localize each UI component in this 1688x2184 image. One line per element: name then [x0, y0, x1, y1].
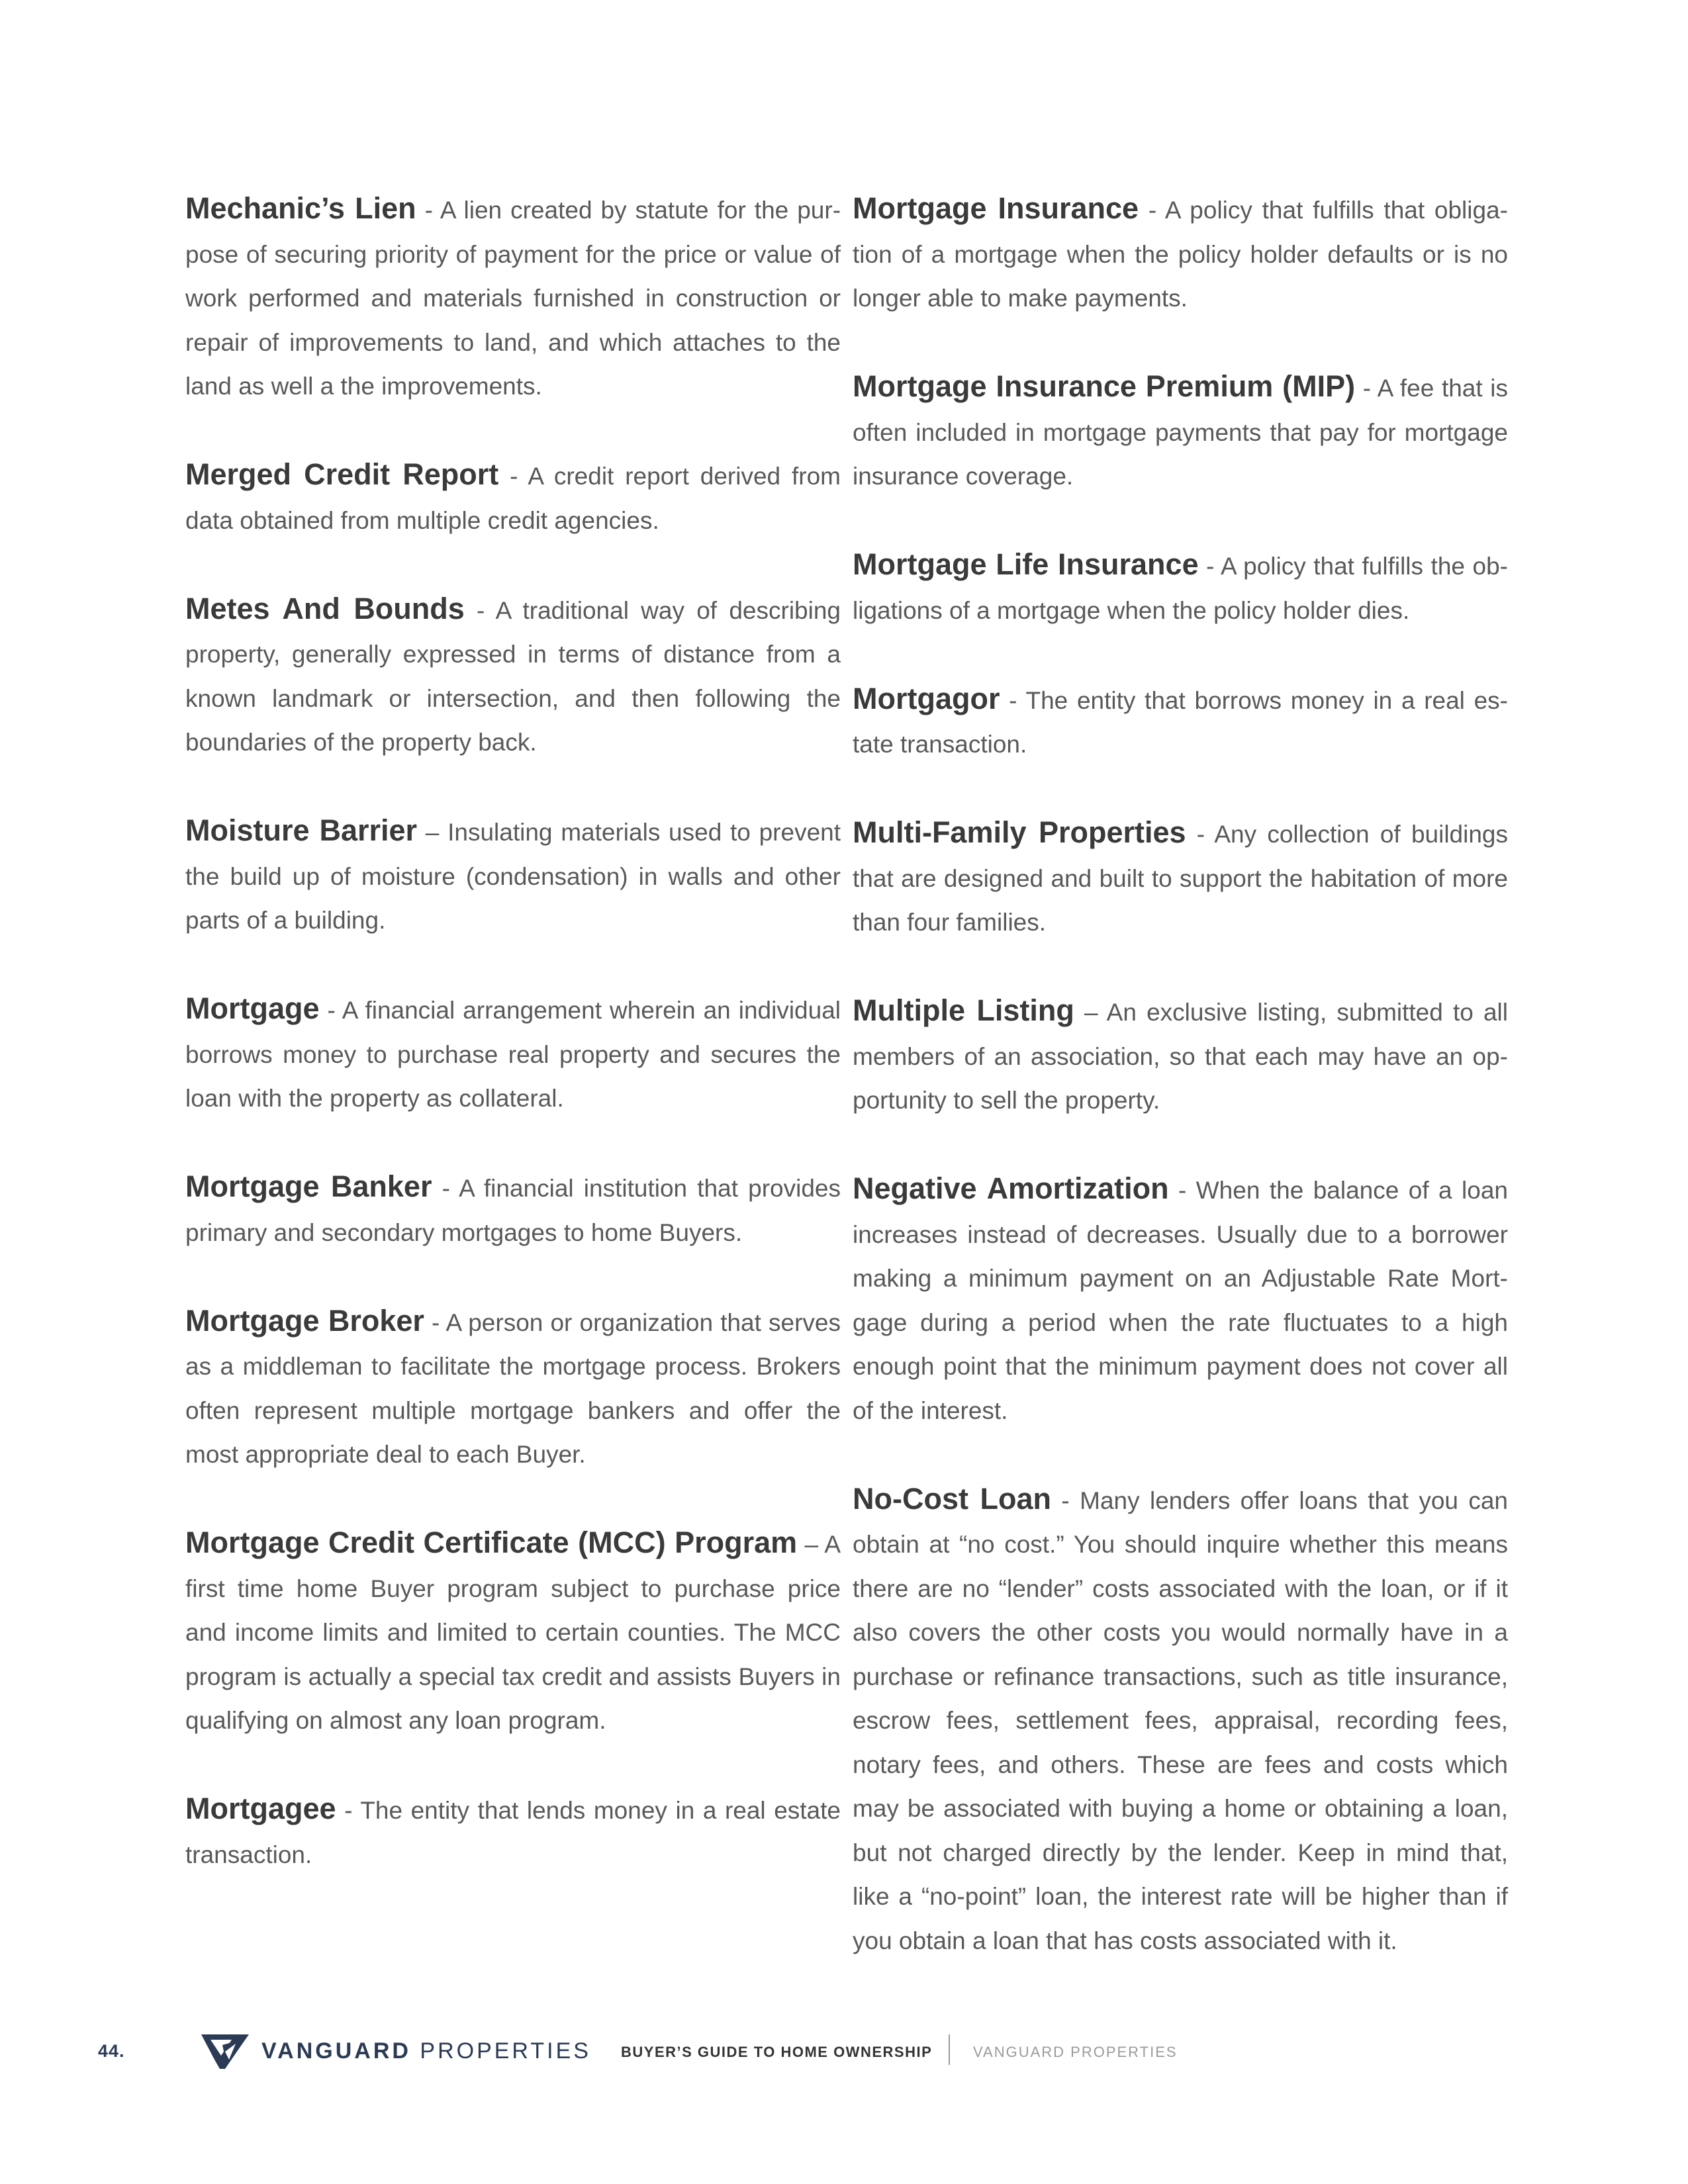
term-separator: -: [1355, 375, 1378, 402]
glossary-term: Mortgage Banker: [185, 1169, 432, 1203]
glossary-entry: [853, 811, 1508, 945]
term-separator: -: [498, 463, 528, 490]
glossary-entry: [853, 543, 1508, 633]
brand-primary: VANGUARD: [261, 2038, 411, 2064]
page-footer: [0, 2025, 1688, 2078]
glossary-definition: A policy that fulfills the obligations of a mortgage when the policy holder dies.: [853, 553, 1508, 624]
glossary-term: Mortgagor: [853, 681, 1000, 715]
term-separator: -: [432, 1175, 459, 1202]
glossary-term: Mortgagee: [185, 1792, 336, 1825]
guide-title: BUYER’S GUIDE TO HOME OWNERSHIP: [621, 2044, 933, 2060]
term-separator: -: [336, 1797, 361, 1824]
term-separator: -: [424, 1308, 446, 1336]
glossary-entry: [185, 187, 841, 409]
glossary-term: Mortgage Life Insurance: [853, 547, 1199, 581]
glossary-definition: A lien created by statute for the purpose of securing priority of payment for the price or value of work performed and materials furnished in construction or repair of improvements to land, and which attaches to the land as well a the improvements.: [185, 197, 841, 400]
glossary-term: Mortgage Broker: [185, 1303, 424, 1338]
glossary-term: Negative Amortization: [853, 1171, 1169, 1205]
term-separator: -: [1168, 1177, 1196, 1204]
term-separator: -: [1186, 821, 1215, 848]
glossary-definition: Insulating materials used to prevent the build up of moisture (condensation) in walls and other parts of a building.: [185, 819, 841, 934]
glossary-definition: A financial institution that provides primary and secondary mortgages to home Buyers.: [185, 1175, 841, 1246]
term-separator: -: [319, 997, 342, 1024]
brand-wordmark: [261, 2038, 591, 2064]
glossary-entry: [853, 1477, 1508, 1964]
term-separator: -: [416, 197, 440, 224]
glossary-term: Moisture Barrier: [185, 813, 418, 847]
term-separator: -: [1198, 553, 1221, 580]
glossary-definition: When the balance of a loan increases instead of decreases. Usually due to a borrower making a minimum payment on an Adjustable Rate Mortgage during a period when the rate fluctuates to a high enough point that the minimum payment does not cover all of the interest.: [853, 1177, 1508, 1424]
glossary-entry: [853, 989, 1508, 1123]
glossary-entry: [185, 987, 841, 1121]
term-separator: -: [1051, 1486, 1080, 1514]
glossary-term: Mortgage Insurance Premium (MIP): [853, 369, 1356, 403]
glossary-definition: A fee that is often included in mortgage payments that pay for mortgage insurance coverage.: [853, 375, 1508, 490]
glossary-definition: The entity that lends money in a real estate transaction.: [185, 1797, 841, 1868]
glossary-entry: [853, 1167, 1508, 1433]
glossary-term: Mortgage Insurance: [853, 191, 1139, 225]
glossary-entry: [185, 1787, 841, 1877]
glossary-entry: [185, 1299, 841, 1477]
term-separator: –: [1074, 999, 1107, 1026]
term-separator: –: [417, 819, 448, 846]
vanguard-logo-icon: [199, 2025, 252, 2078]
glossary-entry: [185, 587, 841, 765]
company-name: VANGUARD PROPERTIES: [973, 2044, 1178, 2060]
glossary-definition: A credit report derived from data obtained from multiple credit agencies.: [185, 463, 841, 534]
term-separator: –: [797, 1531, 825, 1558]
glossary-definition: A first time home Buyer program subject to purchase price and income limits and limited to certain counties. The MCC program is actually a special tax credit and assists Buyers in qualifying on almost any loan program.: [185, 1531, 841, 1734]
glossary-entry: [853, 187, 1508, 321]
glossary-term: Multiple Listing: [853, 993, 1074, 1027]
glossary-entry: [185, 1521, 841, 1743]
footer-divider: [949, 2034, 950, 2065]
glossary-definition: Any collection of buildings that are designed and built to support the habitation of more than four families.: [853, 821, 1508, 936]
glossary-term: No-Cost Loan: [853, 1481, 1052, 1516]
term-separator: -: [1139, 197, 1165, 224]
glossary-definition: A traditional way of describing property, generally expressed in terms of distance from a known landmark or intersection, and then following the boundaries of the property back.: [185, 596, 841, 756]
page-number: 44.: [98, 2041, 125, 2061]
brand-secondary: PROPERTIES: [420, 2038, 591, 2064]
term-separator: -: [1000, 686, 1026, 714]
glossary-entry: [185, 453, 841, 543]
glossary-term: Mortgage: [185, 991, 320, 1025]
glossary-term: Mechanic’s Lien: [185, 191, 416, 225]
glossary-entry: [185, 1165, 841, 1255]
glossary-term: Mortgage Credit Certificate (MCC) Program: [185, 1525, 798, 1559]
glossary-definition: A policy that fulfills that obligation of a mortgage when the policy holder defaults or is no longer able to make payments.: [853, 197, 1508, 312]
glossary-column-left: [185, 187, 841, 1921]
glossary-term: Multi-Family Properties: [853, 815, 1186, 849]
glossary-definition: A financial arrangement wherein an individual borrows money to purchase real property and secures the loan with the property as collateral.: [185, 997, 841, 1112]
glossary-definition: An exclusive listing, submitted to all members of an association, so that each may have an opportunity to sell the property.: [853, 999, 1508, 1114]
glossary-term: Merged Credit Report: [185, 457, 499, 491]
glossary-column-right: [853, 187, 1508, 2007]
glossary-definition: The entity that borrows money in a real estate transaction.: [853, 686, 1508, 758]
term-separator: -: [464, 596, 496, 624]
glossary-definition: Many lenders offer loans that you can obtain at “no cost.” You should inquire whether this means there are no “lender” costs associated with the loan, or if it also covers the other costs you would normally have in a purchase or refinance transactions, such as title insurance, escrow fees, settlement fees, appraisal, recording fees, notary fees, and others. These are fees and costs which may be associated with buying a home or obtaining a loan, but not charged directly by the lender. Keep in mind that, like a “no-point” loan, the interest rate will be higher than if you obtain a loan that has costs associated with it.: [853, 1486, 1508, 1954]
glossary-term: Metes And Bounds: [185, 591, 465, 625]
glossary-entry: [853, 365, 1508, 499]
glossary-entry: [853, 677, 1508, 767]
glossary-entry: [185, 809, 841, 943]
glossary-definition: A person or organization that serves as a middleman to facilitate the mortgage process. Brokers often represent multiple mortgage bankers and offer the most appropriate deal to each Buyer.: [185, 1308, 841, 1468]
